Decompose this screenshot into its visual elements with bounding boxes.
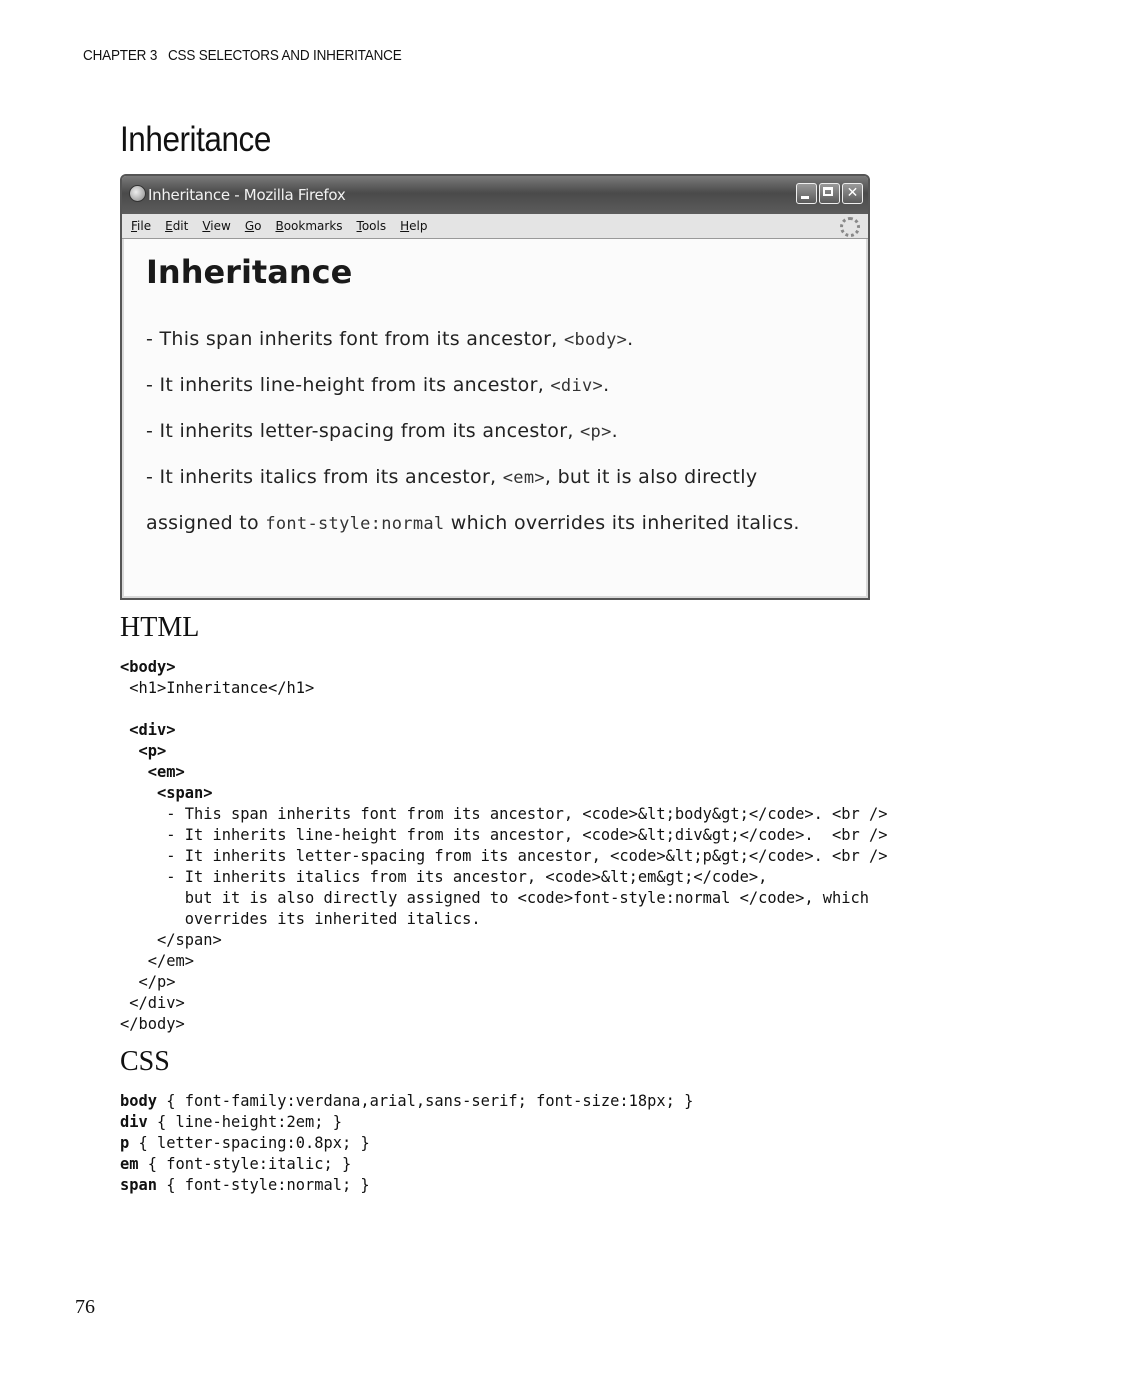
browser-window-screenshot — [120, 174, 870, 600]
rendered-line: - It inherits letter-spacing from its ancestor, <p>. — [146, 420, 618, 442]
code-line: <div> — [120, 720, 176, 739]
code-line: overrides its inherited italics. — [120, 909, 481, 928]
code-line: - It inherits line-height from its ancestor, <code>&lt;div&gt;</code>. <br /> — [120, 825, 888, 844]
firefox-icon — [129, 185, 146, 202]
menu-item-bookmarks: Bookmarks — [275, 219, 343, 233]
code-line: div { line-height:2em; } — [120, 1112, 342, 1131]
menu-item-help: Help — [400, 219, 428, 233]
code-line: </div> — [120, 993, 185, 1012]
chapter-title: CSS SELECTORS AND INHERITANCE — [167, 47, 402, 64]
chapter-label: CHAPTER 3 — [83, 47, 158, 64]
page-number: 76 — [75, 1296, 95, 1318]
code-line: <h1>Inheritance</h1> — [120, 678, 315, 697]
code-line: but it is also directly assigned to <code>font-style:normal </code>, which — [120, 888, 870, 907]
maximize-icon — [819, 183, 840, 204]
code-line: - It inherits italics from its ancestor, <code>&lt;em&gt;</code>, — [120, 867, 768, 886]
rendered-line: - This span inherits font from its ancestor, <body>. — [146, 328, 634, 350]
minimize-icon — [796, 183, 817, 204]
rendered-line: assigned to font-style:normal which overrides its inherited italics. — [146, 512, 800, 534]
code-line: </em> — [120, 951, 194, 970]
menu-item-go: Go — [244, 219, 262, 233]
window-titlebar — [122, 176, 868, 214]
code-line: </p> — [120, 972, 176, 991]
css-code-block — [120, 1090, 693, 1195]
code-line: <span> — [120, 783, 213, 802]
window-title: Inheritance - Mozilla Firefox — [148, 186, 346, 204]
code-line: - This span inherits font from its ancestor, <code>&lt;body&gt;</code>. <br /> — [120, 804, 888, 823]
rendered-line: - It inherits line-height from its ancestor, <div>. — [146, 374, 610, 396]
code-line: <body> — [120, 657, 176, 676]
menu-item-view: View — [202, 219, 231, 233]
section-title: Inheritance — [120, 120, 271, 159]
css-heading: CSS — [120, 1046, 170, 1077]
throbber-icon — [840, 217, 860, 237]
html-code-block — [120, 656, 888, 1034]
close-icon: ✕ — [842, 183, 863, 204]
code-line: p { letter-spacing:0.8px; } — [120, 1133, 370, 1152]
code-line: - It inherits letter-spacing from its ancestor, <code>&lt;p&gt;</code>. <br /> — [120, 846, 888, 865]
code-line: body { font-family:verdana,arial,sans-serif; font-size:18px; } — [120, 1091, 694, 1110]
menu-item-file: File — [131, 219, 152, 233]
code-line: </span> — [120, 930, 222, 949]
code-line — [120, 698, 888, 719]
rendered-heading: Inheritance — [146, 253, 353, 291]
rendered-line: - It inherits italics from its ancestor, <em>, but it is also directly — [146, 466, 758, 488]
code-line: <em> — [120, 762, 185, 781]
browser-viewport — [124, 239, 866, 596]
code-line: </body> — [120, 1014, 185, 1033]
code-line: <p> — [120, 741, 167, 760]
code-line: span { font-style:normal; } — [120, 1175, 370, 1194]
menu-bar — [122, 214, 868, 239]
html-heading: HTML — [120, 612, 200, 643]
menu-item-tools: Tools — [356, 219, 387, 233]
running-head — [83, 47, 402, 64]
menu-item-edit: Edit — [165, 219, 189, 233]
code-line: em { font-style:italic; } — [120, 1154, 352, 1173]
